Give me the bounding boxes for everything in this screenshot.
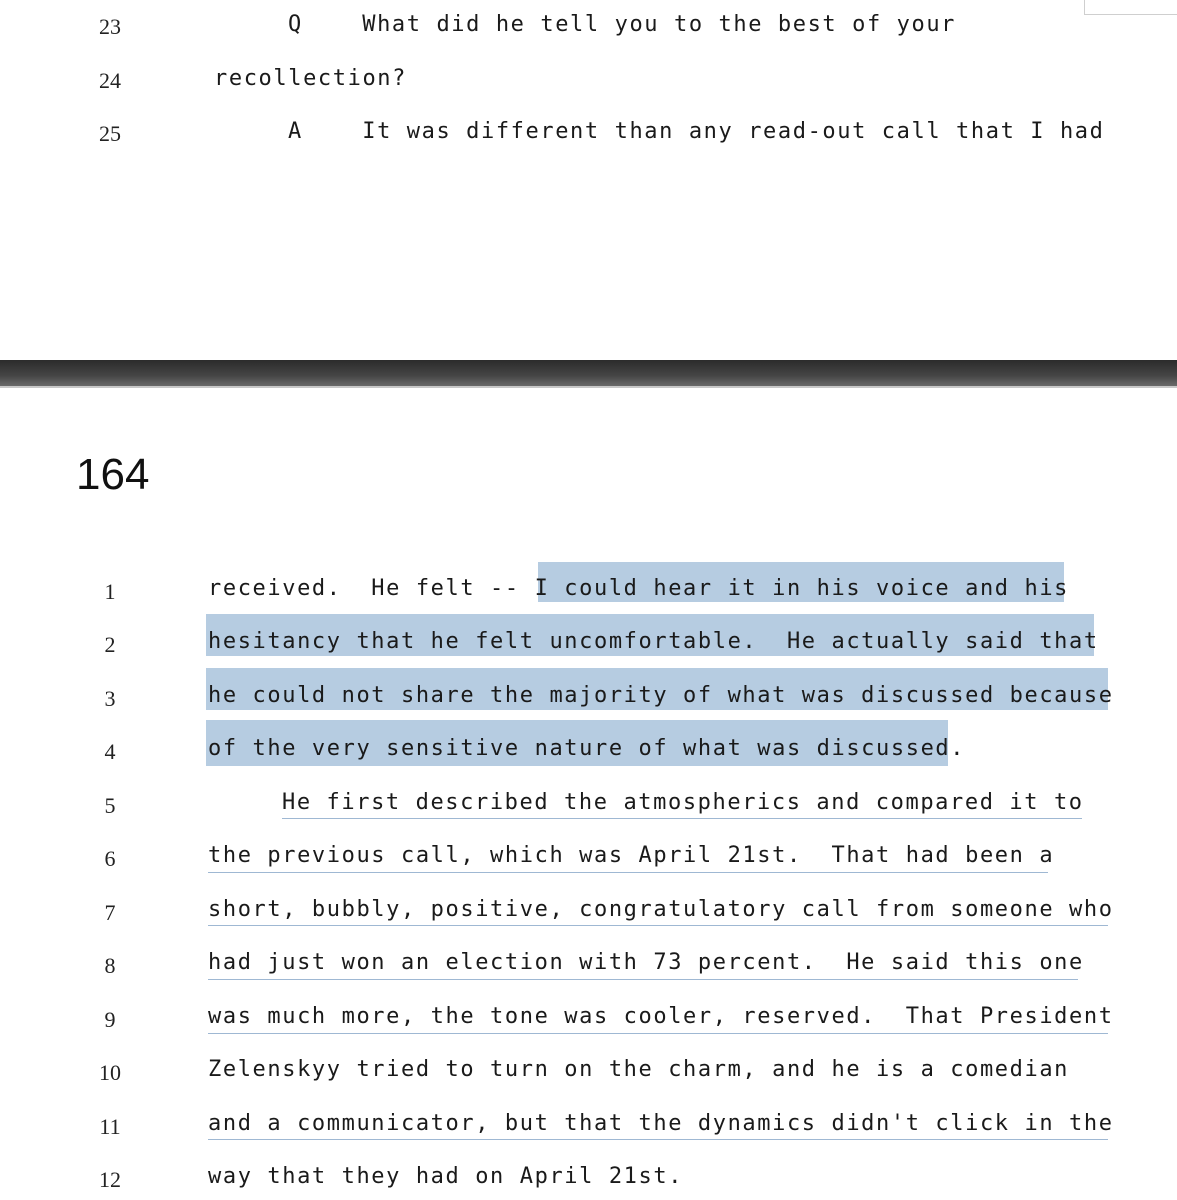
page-corner-tab: [1084, 0, 1177, 15]
line-number: 8: [104, 953, 116, 978]
text-underline: [282, 818, 1082, 819]
transcript-line: hesitancy that he felt uncomfortable. He actually said that: [208, 629, 1099, 654]
text-underline: [208, 925, 1108, 926]
line-number: 6: [104, 846, 116, 871]
line-number: 2: [104, 632, 116, 657]
transcript-line: of the very sensitive nature of what was discussed.: [208, 736, 966, 761]
transcript-line: he could not share the majority of what was discussed because: [208, 683, 1114, 708]
transcript-line: Q What did he tell you to the best of your: [288, 12, 957, 37]
transcript-line: and a communicator, but that the dynamics didn't click in the: [208, 1111, 1114, 1136]
transcript-line: was much more, the tone was cooler, reserved. That President: [208, 1004, 1114, 1029]
line-number: 24: [99, 68, 121, 93]
transcript-line: He first described the atmospherics and compared it to: [282, 790, 1084, 815]
line-number: 10: [99, 1060, 121, 1085]
line-number: 7: [104, 900, 116, 925]
text-underline: [208, 872, 1048, 873]
text-underline: [208, 1033, 1108, 1034]
transcript-line: way that they had on April 21st.: [208, 1164, 684, 1189]
line-number: 5: [104, 793, 116, 818]
line-number: 12: [99, 1167, 121, 1192]
transcript-line: A It was different than any read-out call that I had: [288, 119, 1105, 144]
line-number: 23: [99, 14, 121, 39]
transcript-line: had just won an election with 73 percent. He said this one: [208, 950, 1084, 975]
line-number: 9: [104, 1007, 116, 1032]
previous-page: [0, 0, 1177, 360]
transcript-line: Zelenskyy tried to turn on the charm, and he is a comedian: [208, 1057, 1070, 1082]
line-number: 3: [104, 686, 116, 711]
page-number: 164: [76, 450, 150, 499]
transcript-line: short, bubbly, positive, congratulatory call from someone who: [208, 897, 1114, 922]
line-number: 25: [99, 121, 121, 146]
text-underline: [208, 979, 1078, 980]
transcript-line: recollection?: [214, 66, 407, 91]
page-divider: [0, 360, 1177, 386]
text-underline: [208, 1139, 1108, 1140]
transcript-line: the previous call, which was April 21st. That had been a: [208, 843, 1055, 868]
line-number: 4: [104, 739, 116, 764]
line-number: 11: [99, 1114, 121, 1139]
line-number: 1: [104, 579, 116, 604]
transcript-line: received. He felt -- I could hear it in his voice and his: [208, 576, 1070, 601]
